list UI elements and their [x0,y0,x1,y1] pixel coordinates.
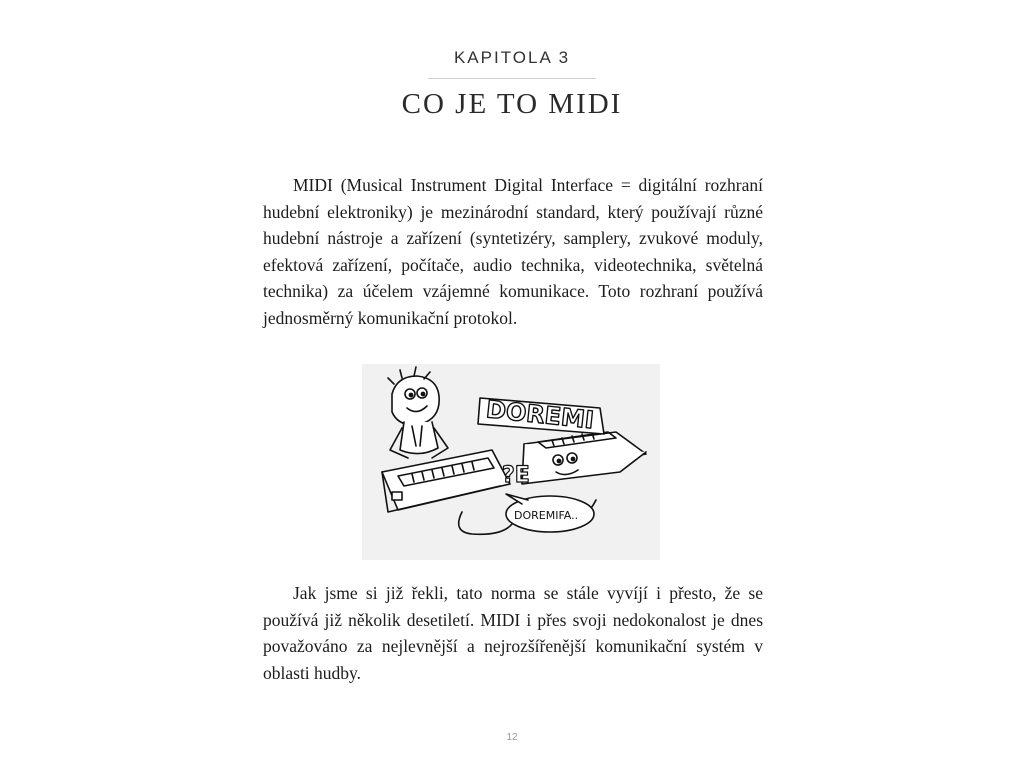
midi-signal-text: ?E [502,463,530,488]
chapter-title: CO JE TO MIDI [401,88,623,120]
paragraph-intro: MIDI (Musical Instrument Digital Interface = digitální rozhraní hudební elektroniky) je mezinárodní standard, který používají různé hudební nástroje a zařízení (syntetizéry, samplery, zvukové moduly, efektová zařízení, počítače, audio technika, videotechnika, světelná technika) za účelem vzájemné komunikace. Toto rozhraní používá jednosměrný komunikační protokol. [263,175,763,328]
page-number: 12 [506,732,518,743]
midi-cartoon-illustration [362,364,660,560]
bubble-text: DOREMIFA.. [514,509,579,522]
doremi-banner [478,395,604,434]
banner-text: DOREMI [484,395,596,435]
left-keyboard [382,450,510,512]
chapter-label: KAPITOLA 3 [453,48,571,67]
right-keyboard [522,432,646,484]
cartoon-boy [388,367,448,458]
speech-bubble [506,494,594,532]
paragraph-conclusion: Jak jsme si již řekli, tato norma se stále vyvíjí i přesto, že se používá již několik desetiletí. MIDI i přes svoji nedokonalost je dnes považováno za nejlevnější a nejrozšířenější komunikační systém v oblasti hudby. [263,583,763,683]
title-divider [428,78,596,79]
